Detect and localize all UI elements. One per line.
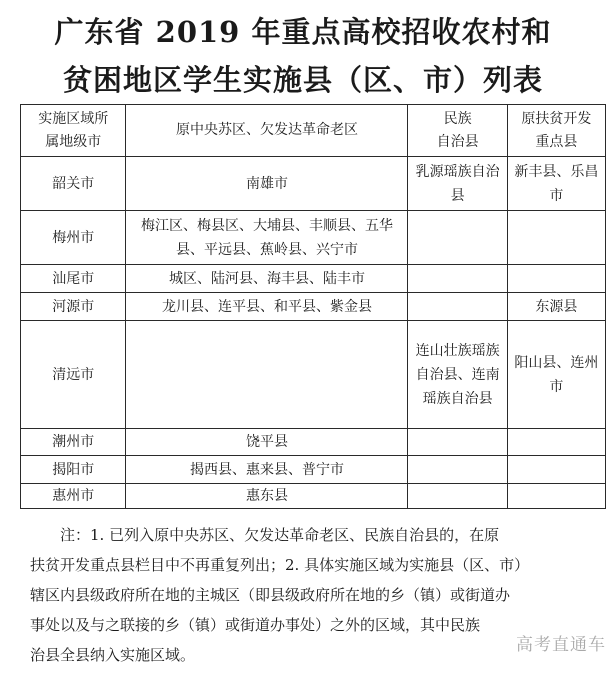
cell-revolutionary: 饶平县	[126, 429, 408, 456]
footnote-line: 注：1. 已列入原中央苏区、欠发达革命老区、民族自治县的，在原	[60, 526, 500, 544]
table-row	[21, 484, 606, 509]
cell-ethnic	[408, 484, 507, 509]
table-row	[21, 293, 606, 321]
header-poverty	[507, 105, 605, 157]
cell-ethnic	[408, 265, 507, 293]
cell-city: 惠州市	[21, 484, 126, 509]
page-title-line2: 贫困地区学生实施县（区、市）列表	[62, 63, 543, 97]
footnote-line: 事处以及与之联接的乡（镇）或街道办事处）之外的区域，其中民族	[30, 616, 481, 634]
cell-ethnic	[408, 456, 507, 484]
header-poverty-line1: 原扶贫开发	[521, 110, 592, 127]
watermark: 高考直通车	[516, 635, 606, 655]
cell-poverty: 阳山县、连州市	[507, 321, 605, 429]
header-ethnic-line1: 民族	[443, 110, 472, 127]
footnote-line: 治县全县纳入实施区域。	[30, 646, 196, 664]
table-row	[21, 429, 606, 456]
cell-city: 汕尾市	[21, 265, 126, 293]
cell-city: 河源市	[21, 293, 126, 321]
cell-poverty	[507, 265, 605, 293]
header-ethnic-line2: 自治县	[436, 133, 479, 150]
header-poverty-line2: 重点县	[535, 133, 578, 150]
header-city-line2: 属地级市	[45, 133, 102, 150]
cell-ethnic	[408, 211, 507, 265]
cell-revolutionary: 梅江区、梅县区、大埔县、丰顺县、五华县、平远县、蕉岭县、兴宁市	[126, 211, 408, 265]
cell-poverty: 新丰县、乐昌市	[507, 157, 605, 211]
cell-ethnic	[408, 293, 507, 321]
header-ethnic	[408, 105, 507, 157]
footnote-line: 扶贫开发重点县栏目中不再重复列出；2. 具体实施区域为实施县（区、市）	[30, 556, 530, 574]
cell-poverty: 东源县	[507, 293, 605, 321]
header-city-line1: 实施区域所	[38, 110, 109, 127]
cell-city: 潮州市	[21, 429, 126, 456]
table-row	[21, 265, 606, 293]
cell-poverty	[507, 429, 605, 456]
cell-city: 清远市	[21, 321, 126, 429]
cell-city: 梅州市	[21, 211, 126, 265]
cell-revolutionary: 南雄市	[126, 157, 408, 211]
page-title-line1: 广东省 2019 年重点高校招收农村和	[54, 15, 552, 49]
table-row	[21, 211, 606, 265]
cell-poverty	[507, 484, 605, 509]
table-row	[21, 456, 606, 484]
cell-poverty	[507, 211, 605, 265]
cell-city: 揭阳市	[21, 456, 126, 484]
cell-revolutionary	[126, 321, 408, 429]
cell-revolutionary: 城区、陆河县、海丰县、陆丰市	[126, 265, 408, 293]
cell-revolutionary: 龙川县、连平县、和平县、紫金县	[126, 293, 408, 321]
table-header-row	[21, 105, 606, 157]
cell-ethnic: 连山壮族瑶族自治县、连南瑶族自治县	[408, 321, 507, 429]
table-row	[21, 321, 606, 429]
counties-table	[20, 104, 606, 509]
cell-ethnic: 乳源瑶族自治县	[408, 157, 507, 211]
cell-ethnic	[408, 429, 507, 456]
cell-city: 韶关市	[21, 157, 126, 211]
header-city	[21, 105, 126, 157]
header-revolutionary: 原中央苏区、欠发达革命老区	[126, 105, 408, 157]
table-row	[21, 157, 606, 211]
cell-revolutionary: 揭西县、惠来县、普宁市	[126, 456, 408, 484]
footnote-line: 辖区内县级政府所在地的主城区（即县级政府所在地的乡（镇）或街道办	[30, 586, 511, 604]
cell-poverty	[507, 456, 605, 484]
cell-revolutionary: 惠东县	[126, 484, 408, 509]
